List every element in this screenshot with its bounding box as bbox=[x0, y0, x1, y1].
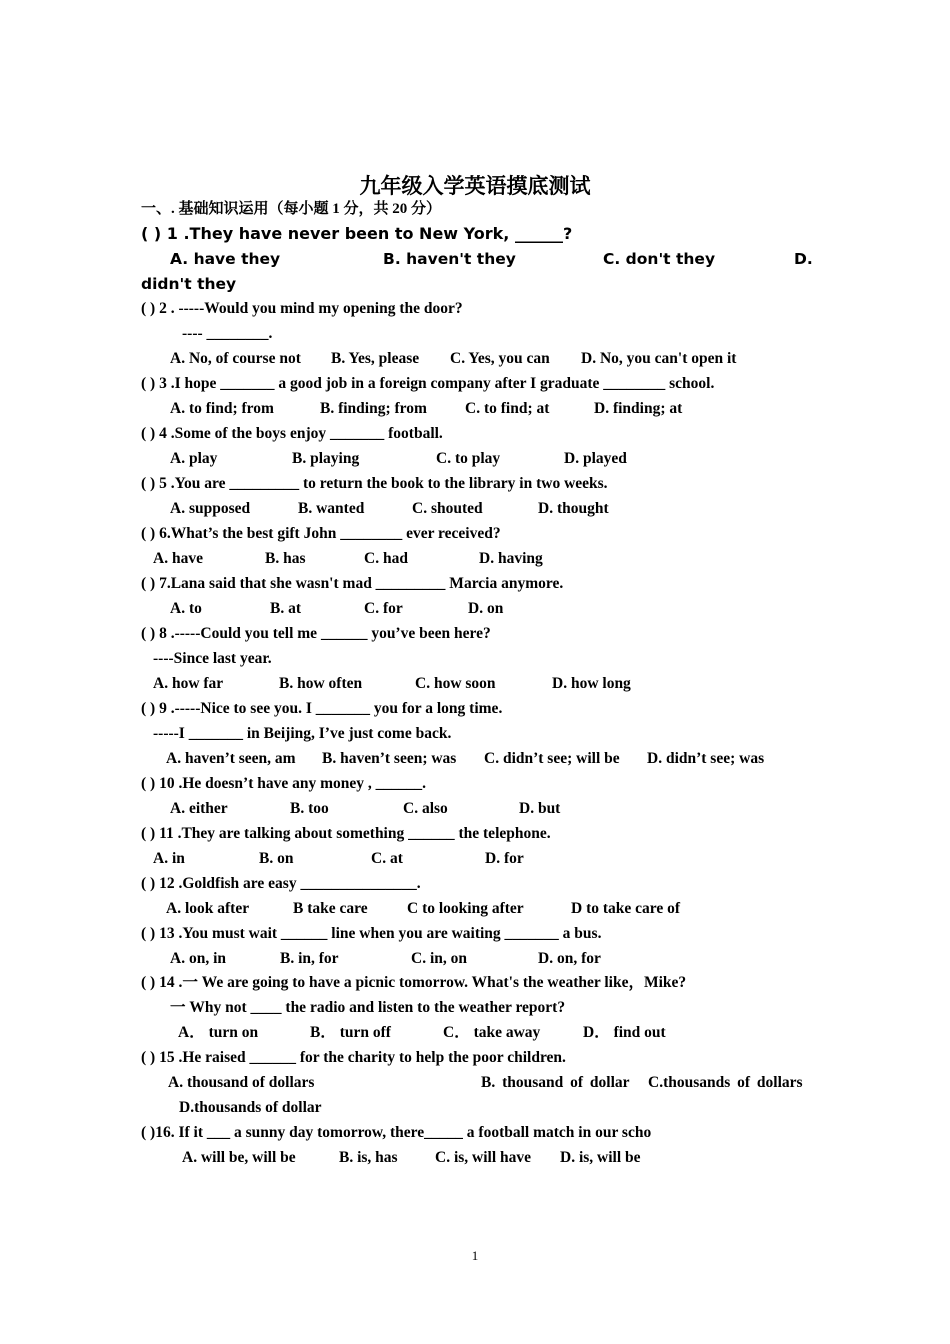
question-10-stem: ( ) 10 .He doesn’t have any money , ______. bbox=[141, 775, 427, 792]
question-16-option-c: C. is, will have bbox=[435, 1149, 532, 1166]
question-11-option-b: B. on bbox=[259, 850, 294, 867]
question-2-option-c: C. Yes, you can bbox=[450, 350, 550, 367]
question-9-option-c: C. didn’t see; will be bbox=[484, 750, 620, 767]
question-6-option-c: C. had bbox=[364, 550, 408, 567]
question-7-stem: ( ) 7.Lana said that she wasn't mad _________ Marcia anymore. bbox=[141, 575, 564, 592]
question-5-option-b: B. wanted bbox=[298, 500, 365, 517]
question-15-option-b: B. thousand of dollar bbox=[481, 1074, 630, 1091]
question-1-option-d: D. bbox=[794, 250, 813, 268]
question-6-stem: ( ) 6.What’s the best gift John ________ ever received? bbox=[141, 525, 501, 542]
question-1-option-a: A. have they bbox=[170, 250, 281, 268]
question-16-option-a: A. will be, will be bbox=[182, 1149, 296, 1166]
question-10-option-b: B. too bbox=[290, 800, 329, 817]
question-16-stem: ( )16. If it ___ a sunny day tomorrow, there_____ a football match in our scho bbox=[141, 1124, 652, 1141]
question-7-option-a: A. to bbox=[170, 600, 202, 617]
question-11-option-c: C. at bbox=[371, 850, 403, 867]
question-6-option-d: D. having bbox=[479, 550, 543, 567]
question-4-option-d: D. played bbox=[564, 450, 627, 467]
question-14-option-b: B． turn off bbox=[310, 1024, 391, 1041]
question-14-stem: ( ) 14 .一 We are going to have a picnic tomorrow. What's the weather like，Mike? bbox=[141, 974, 687, 991]
page-number: 1 bbox=[471, 1248, 479, 1263]
question-6-option-b: B. has bbox=[265, 550, 306, 567]
question-1-option-c: C. don't they bbox=[603, 250, 716, 268]
question-4-option-c: C. to play bbox=[436, 450, 501, 467]
question-2-stem: ( ) 2 . -----Would you mind my opening the door? bbox=[141, 300, 463, 317]
question-13-stem: ( ) 13 .You must wait ______ line when you are waiting _______ a bus. bbox=[141, 925, 602, 942]
question-3-option-d: D. finding; at bbox=[594, 400, 683, 417]
question-12-stem: ( ) 12 .Goldfish are easy _______________. bbox=[141, 875, 421, 892]
question-14-option-d: D． find out bbox=[583, 1024, 666, 1041]
question-3-option-a: A. to find; from bbox=[170, 400, 274, 417]
question-5-stem: ( ) 5 .You are _________ to return the book to the library in two weeks. bbox=[141, 475, 608, 492]
question-9-answer-line: -----I _______ in Beijing, I’ve just come back. bbox=[153, 725, 452, 742]
question-7-option-d: D. on bbox=[468, 600, 504, 617]
question-4-option-b: B. playing bbox=[292, 450, 360, 467]
question-3-option-c: C. to find; at bbox=[465, 400, 550, 417]
question-8-option-b: B. how often bbox=[279, 675, 363, 692]
question-13-option-c: C. in, on bbox=[411, 950, 467, 967]
question-15-stem: ( ) 15 .He raised ______ for the charity to help the poor children. bbox=[141, 1049, 566, 1066]
question-12-option-d: D to take care of bbox=[571, 900, 681, 917]
question-9-stem: ( ) 9 .-----Nice to see you. I _______ you for a long time. bbox=[141, 700, 503, 717]
question-2-option-b: B. Yes, please bbox=[331, 350, 420, 367]
question-12-option-b: B take care bbox=[293, 900, 368, 917]
question-3-option-b: B. finding; from bbox=[320, 400, 427, 417]
question-9-option-a: A. haven’t seen, am bbox=[166, 750, 296, 767]
question-10-option-a: A. either bbox=[170, 800, 228, 817]
question-10-option-d: D. but bbox=[519, 800, 561, 817]
question-12-option-c: C to looking after bbox=[407, 900, 524, 917]
question-1-option-d-text: didn't they bbox=[141, 275, 237, 293]
question-8-answer-line: ----Since last year. bbox=[153, 650, 272, 667]
question-3-stem: ( ) 3 .I hope _______ a good job in a foreign company after I graduate ________ school. bbox=[141, 375, 715, 392]
page-title: 九年级入学英语摸底测试 bbox=[359, 173, 591, 198]
question-1-stem: ( ) 1 .They have never been to New York, ______? bbox=[141, 224, 573, 243]
question-12-option-a: A. look after bbox=[166, 900, 250, 917]
question-14-option-c: C． take away bbox=[443, 1024, 541, 1041]
question-2-answer-line: ---- ________. bbox=[182, 325, 273, 342]
question-2-option-d: D. No, you can't open it bbox=[581, 350, 737, 367]
question-13-option-b: B. in, for bbox=[280, 950, 339, 967]
question-5-option-c: C. shouted bbox=[412, 500, 483, 517]
question-8-stem: ( ) 8 .-----Could you tell me ______ you’ve been here? bbox=[141, 625, 491, 642]
question-15-option-c: C.thousands of dollars bbox=[648, 1074, 803, 1091]
question-11-stem: ( ) 11 .They are talking about something ______ the telephone. bbox=[141, 825, 551, 842]
question-4-option-a: A. play bbox=[170, 450, 218, 467]
section-heading: 一、. 基础知识运用（每小题 1 分，共 20 分） bbox=[141, 201, 442, 217]
question-9-option-b: B. haven’t seen; was bbox=[322, 750, 457, 767]
question-14-answer-line: 一 Why not ____ the radio and listen to the weather report? bbox=[170, 999, 566, 1016]
question-8-option-d: D. how long bbox=[552, 675, 631, 692]
question-7-option-b: B. at bbox=[270, 600, 301, 617]
question-9-option-d: D. didn’t see; was bbox=[647, 750, 765, 767]
question-13-option-d: D. on, for bbox=[538, 950, 601, 967]
question-11-option-d: D. for bbox=[485, 850, 524, 867]
question-13-option-a: A. on, in bbox=[170, 950, 226, 967]
question-7-option-c: C. for bbox=[364, 600, 403, 617]
question-4-stem: ( ) 4 .Some of the boys enjoy _______ football. bbox=[141, 425, 443, 442]
question-5-option-a: A. supposed bbox=[170, 500, 251, 517]
question-8-option-a: A. how far bbox=[153, 675, 224, 692]
question-11-option-a: A. in bbox=[153, 850, 185, 867]
question-14-option-a: A． turn on bbox=[178, 1024, 259, 1041]
question-15-option-a: A. thousand of dollars bbox=[168, 1074, 315, 1091]
question-1-option-b: B. haven't they bbox=[383, 250, 516, 268]
question-10-option-c: C. also bbox=[403, 800, 448, 817]
question-2-option-a: A. No, of course not bbox=[170, 350, 301, 367]
question-15-option-d: D.thousands of dollar bbox=[179, 1099, 322, 1116]
question-6-option-a: A. have bbox=[153, 550, 203, 567]
question-8-option-c: C. how soon bbox=[415, 675, 496, 692]
question-16-option-b: B. is, has bbox=[339, 1149, 398, 1166]
question-16-option-d: D. is, will be bbox=[560, 1149, 641, 1166]
question-5-option-d: D. thought bbox=[538, 500, 609, 517]
